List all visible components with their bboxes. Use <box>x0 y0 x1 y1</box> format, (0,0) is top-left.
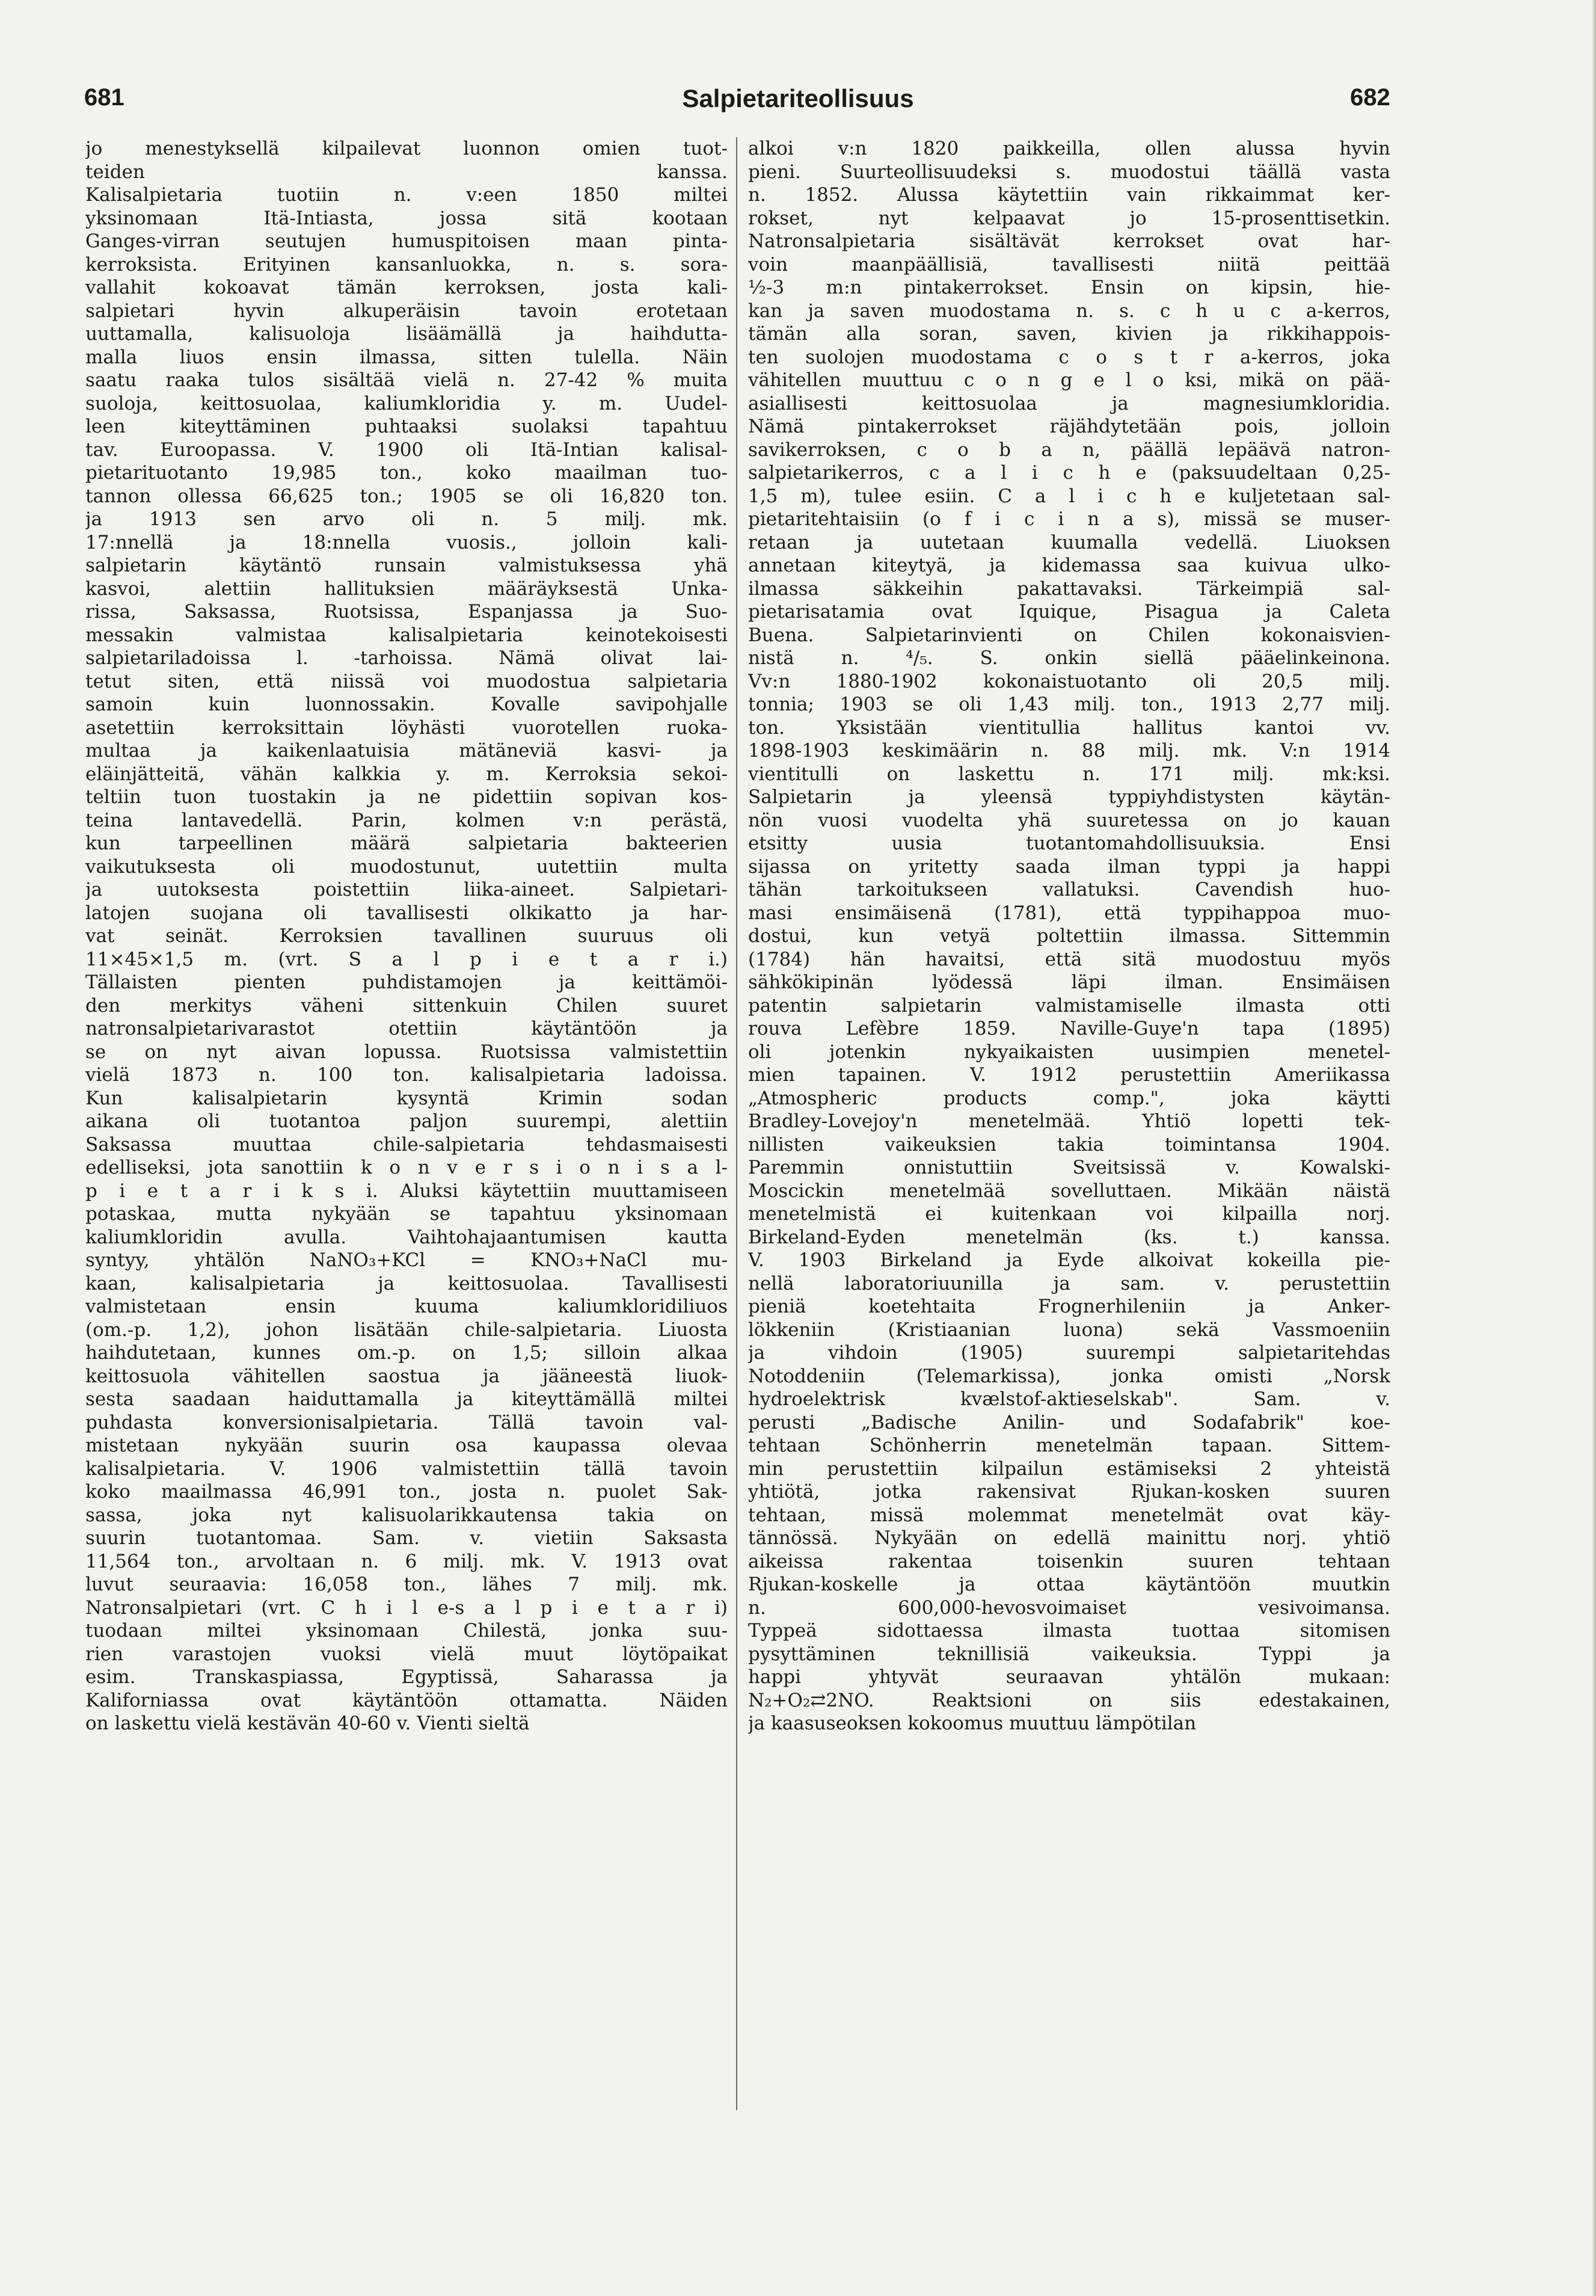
text-line: asetettiin kerroksittain löyhästi vuorotellen ruoka- <box>85 716 728 739</box>
text-line: sassa, joka nyt kalisuolarikkautensa takia on <box>85 1504 728 1526</box>
text-line: retaan ja uutetaan kuumalla vedellä. Liuoksen <box>748 531 1390 553</box>
text-line: ½-3 m:n pintakerrokset. Ensin on kipsin, hie- <box>748 277 1390 298</box>
text-line: malla liuos ensin ilmassa, sitten tulella. Näin <box>85 346 728 368</box>
text-line: savikerroksen, c o b a n, päällä lepäävä natron- <box>748 439 1390 461</box>
text-line: Kaliforniassa ovat käytäntöön ottamatta. Näiden <box>85 1689 728 1711</box>
text-line: suurin tuotantomaa. Sam. v. vietiin Saksasta <box>85 1527 728 1549</box>
text-line: latojen suojana oli tavallisesti olkikatto ja har- <box>85 902 728 924</box>
running-title: Salpietariteollisuus <box>682 84 914 112</box>
text-line: hydroelektrisk kvælstof-aktieselskab". Sam. v. <box>748 1388 1390 1410</box>
text-line: (1784) hän havaitsi, että sitä muodostuu myös <box>748 948 1390 970</box>
text-line: pysyttäminen teknillisiä vaikeuksia. Typpi ja <box>748 1643 1390 1665</box>
text-line: nön vuosi vuodelta yhä suuretessa on jo kauan <box>748 809 1390 831</box>
text-line: annetaan kiteytyä, ja kidemassa saa kuivua ulko- <box>748 555 1390 576</box>
text-line: kaan, kalisalpietaria ja keittosuolaa. Tavallisesti <box>85 1272 728 1294</box>
text-line: pietaritehtaisiin (o f i c i n a s), missä se muser- <box>748 508 1390 530</box>
text-line: rokset, nyt kelpaavat jo 15-prosenttisetkin. <box>748 207 1390 229</box>
text-line: kaliumkloridin avulla. Vaihtohajaantumisen kautta <box>85 1226 728 1248</box>
text-line: pietarisatamia ovat Iquique, Pisagua ja Caleta <box>748 601 1390 623</box>
text-line: Natronsalpietaria sisältävät kerrokset ovat har- <box>748 230 1390 252</box>
text-line: vähitellen muuttuu c o n g e l o ksi, mikä on pää- <box>748 369 1390 391</box>
text-line: suoloja, keittosuolaa, kaliumkloridia y. m. Uudel- <box>85 392 728 414</box>
text-line: Moscickin menetelmää sovelluttaen. Mikään näistä <box>748 1180 1390 1202</box>
text-line: yhtiötä, jotka rakensivat Rjukan-kosken suuren <box>748 1481 1390 1503</box>
text-line: min perustettiin kilpailun estämiseksi 2 yhteistä <box>748 1457 1390 1480</box>
text-line: salpietarikerros, c a l i c h e (paksuudeltaan 0,25- <box>748 462 1390 484</box>
text-line: Buena. Salpietarinvienti on Chilen kokonaisvien- <box>748 624 1390 646</box>
text-line: menetelmistä ei kuitenkaan voi kilpailla norj. <box>748 1203 1390 1225</box>
text-line: 11,564 ton., arvoltaan n. 6 milj. mk. V. 1913 ovat <box>85 1550 728 1572</box>
text-line: samoin kuin luonnossakin. Kovalle savipohjalle <box>85 694 728 715</box>
text-line: jo menestyksellä kilpailevat luonnon omien tuot- <box>85 138 728 159</box>
text-line: vat seinät. Kerroksien tavallinen suuruus oli <box>85 925 728 947</box>
text-line: rien varastojen vuoksi vielä muut löytöpaikat <box>85 1643 728 1665</box>
text-line: oli jotenkin nykyaikaisten uusimpien menetel- <box>748 1041 1390 1063</box>
text-line: leen kiteyttäminen puhtaaksi suolaksi tapahtuu <box>85 416 728 437</box>
text-line: edelliseksi, jota sanottiin k o n v e r s i o n i s a l- <box>85 1157 728 1178</box>
text-line: Tällaisten pienten puhdistamojen ja keittämöi- <box>85 971 728 993</box>
text-line: pietarituotanto 19,985 ton., koko maailman tuo- <box>85 462 728 484</box>
text-line: vielä 1873 n. 100 ton. kalisalpietaria ladoissa. <box>85 1064 728 1086</box>
text-line: keittosuola vähitellen saostua ja jääneestä liuok- <box>85 1365 728 1387</box>
text-line: tannon ollessa 66,625 ton.; 1905 se oli 16,820 ton. <box>85 485 728 507</box>
text-line: aikana oli tuotantoa paljon suurempi, alettiin <box>85 1110 728 1132</box>
text-line: kerroksista. Erityinen kansanluokka, n. s. sora- <box>85 253 728 275</box>
text-line: haihdutetaan, kunnes om.-p. on 1,5; silloin alkaa <box>85 1342 728 1364</box>
text-line: salpietari hyvin alkuperäisin tavoin erotetaan <box>85 300 728 322</box>
text-line: ton. Yksistään vientitullia hallitus kantoi vv. <box>748 716 1390 739</box>
text-line: ja uutoksesta poistettiin liika-aineet. Salpietari- <box>85 879 728 900</box>
text-line: ja 1913 sen arvo oli n. 5 milj. mk. <box>85 508 728 530</box>
text-line: luvut seuraavia: 16,058 ton., lähes 7 milj. mk. <box>85 1574 728 1595</box>
text-line: perusti „Badische Anilin- und Sodafabrik" koe- <box>748 1411 1390 1433</box>
text-line: lökkeniin (Kristiaanian luona) sekä Vassmoeniin <box>748 1319 1390 1341</box>
text-line: kalisalpietaria. V. 1906 valmistettiin tällä tavoin <box>85 1457 728 1480</box>
text-line: salpietariladoissa l. -tarhoissa. Nämä olivat lai- <box>85 647 728 669</box>
text-line: eläinjätteitä, vähän kalkkia y. m. Kerroksia sekoi- <box>85 763 728 785</box>
text-line: tehtaan, missä molemmat menetelmät ovat käy- <box>748 1504 1390 1526</box>
text-line: rissa, Saksassa, Ruotsissa, Espanjassa ja Suo- <box>85 601 728 623</box>
text-line: N₂+O₂⇄2NO. Reaktsioni on siis edestakainen, <box>748 1689 1390 1711</box>
text-line: alkoi v:n 1820 paikkeilla, ollen alussa hyvin <box>748 138 1390 159</box>
text-line: tetut siten, että niissä voi muodostua salpietaria <box>85 670 728 692</box>
text-line: ten suolojen muodostama c o s t r a-kerros, joka <box>748 346 1390 368</box>
text-line: on laskettu vielä kestävän 40-60 v. Vienti sieltä <box>85 1713 530 1734</box>
text-line: teina lantavedellä. Parin, kolmen v:n perästä, <box>85 809 728 831</box>
text-line: Bradley-Lovejoy'n menetelmää. Yhtiö lopetti tek- <box>748 1110 1390 1132</box>
text-line: valmistetaan ensin kuuma kaliumkloridiliuos <box>85 1296 728 1317</box>
text-line: potaskaa, mutta nykyään se tapahtuu yksinomaan <box>85 1203 728 1225</box>
text-line: asiallisesti keittosuolaa ja magnesiumkloridia. <box>748 392 1390 414</box>
text-line: Nämä pintakerrokset räjähdytetään pois, jolloin <box>748 416 1390 437</box>
text-column-right <box>748 137 1390 1735</box>
text-line: nistä n. ⁴/₅. S. onkin siellä pääelinkeinona. <box>748 647 1390 669</box>
text-line: n. 600,000-hevosvoimaiset vesivoimansa. <box>748 1596 1390 1619</box>
page-header <box>0 0 1596 120</box>
text-line: (om.-p. 1,2), johon lisätään chile-salpietaria. Liuosta <box>85 1319 728 1341</box>
text-line: vallahit kokoavat tämän kerroksen, josta kali- <box>85 277 728 298</box>
text-line: Typpeä sidottaessa ilmasta tuottaa sitomisen <box>748 1620 1390 1642</box>
text-line: tuodaan miltei yksinomaan Chilestä, jonka suu- <box>85 1620 728 1642</box>
text-line: Birkeland-Eyden menetelmän (ks. t.) kanssa. <box>748 1226 1390 1248</box>
text-line: kun tarpeellinen määrä salpietaria bakteerien <box>85 833 728 854</box>
text-line: natronsalpietarivarastot otettiin käytäntöön ja <box>85 1018 728 1039</box>
text-line: tähän tarkoitukseen vallatuksi. Cavendish huo- <box>748 879 1390 900</box>
text-line: sähkökipinän lyödessä läpi ilman. Ensimäisen <box>748 971 1390 993</box>
text-line: 1,5 m), tulee esiin. C a l i c h e kuljetetaan sal- <box>748 485 1390 507</box>
text-line: happi yhtyvät seuraavan yhtälön mukaan: <box>748 1666 1390 1688</box>
text-line: Notoddeniin (Telemarkissa), jonka omisti „Norsk <box>748 1365 1390 1387</box>
text-line: kasvoi, alettiin hallituksien määräyksestä Unka- <box>85 577 728 600</box>
text-line: teltiin tuon tuostakin ja ne pidettiin sopivan kos- <box>85 786 728 808</box>
text-line: nillisten vaikeuksien takia toimintansa 1904. <box>748 1133 1390 1156</box>
text-line: multaa ja kaikenlaatuisia mätäneviä kasvi- ja <box>85 740 728 762</box>
text-line: mistetaan nykyään suurin osa kaupassa olevaa <box>85 1435 728 1456</box>
text-line: „Atmospheric products comp.", joka käytti <box>748 1087 1390 1109</box>
text-line: Paremmin onnistuttiin Sveitsissä v. Kowalski- <box>748 1157 1390 1178</box>
text-line: salpietarin käytäntö runsain valmistuksessa yhä <box>85 555 728 576</box>
text-line: se on nyt aivan lopussa. Ruotsissa valmistettiin <box>85 1041 728 1063</box>
text-line: Kun kalisalpietarin kysyntä Krimin sodan <box>85 1087 728 1109</box>
text-line: 17:nnellä ja 18:nnella vuosis., jolloin kali- <box>85 531 728 553</box>
text-column-left <box>85 137 728 1735</box>
text-line: V. 1903 Birkeland ja Eyde alkoivat kokeilla pie- <box>748 1249 1390 1271</box>
text-line: sijassa on yritetty saada ilman typpi ja happi <box>748 855 1390 878</box>
text-line: dostui, kun vetyä poltettiin ilmassa. Sittemmin <box>748 925 1390 947</box>
text-line: masi ensimäisenä (1781), että typpihappoa muo- <box>748 902 1390 924</box>
text-line: den merkitys väheni sittenkuin Chilen suuret <box>85 994 728 1017</box>
text-line: Rjukan-koskelle ja ottaa käytäntöön muutkin <box>748 1574 1390 1595</box>
text-line: tonnia; 1903 se oli 1,43 milj. ton., 1913 2,77 milj. <box>748 694 1390 715</box>
text-line: vaikutuksesta oli muodostunut, uutettiin multa <box>85 855 728 878</box>
scan-edge <box>1592 0 1596 2296</box>
text-line: 11×45×1,5 m. (vrt. S a l p i e t a r i.) <box>85 948 728 970</box>
column-divider <box>736 137 737 2110</box>
text-line: sesta saadaan haiduttamalla ja kiteyttämällä miltei <box>85 1388 728 1410</box>
text-line: tehtaan Schönherrin menetelmän tapaan. Sittem- <box>748 1435 1390 1456</box>
text-line: p i e t a r i k s i. Aluksi käytettiin muuttamiseen <box>85 1180 728 1202</box>
text-line: etsitty uusia tuotantomahdollisuuksia. Ensi <box>748 833 1390 854</box>
text-line: kan ja saven muodostama n. s. c h u c a-kerros, <box>748 300 1390 322</box>
text-line: nellä laboratoriuunilla ja sam. v. perustettiin <box>748 1272 1390 1294</box>
text-line: Natronsalpietari (vrt. C h i l e-s a l p i e t a r i) <box>85 1596 728 1619</box>
text-line: yksinomaan Itä-Intiasta, jossa sitä kootaan <box>85 207 728 229</box>
text-line: mien tapainen. V. 1912 perustettiin Ameriikassa <box>748 1064 1390 1086</box>
text-line: tämän alla soran, saven, kivien ja rikkihappois- <box>748 323 1390 345</box>
text-line: Kalisalpietaria tuotiin n. v:een 1850 miltei <box>85 184 728 206</box>
text-line: voin maanpäällisiä, tavallisesti niitä peittää <box>748 253 1390 275</box>
text-line: Salpietarin ja yleensä typpiyhdistysten käytän- <box>748 786 1390 808</box>
text-line: 1898-1903 keskimäärin n. 88 milj. mk. V:n 1914 <box>748 740 1390 762</box>
text-line: saatu raaka tulos sisältää vielä n. 27-42 % muita <box>85 369 728 391</box>
page-number-left: 681 <box>84 84 124 111</box>
text-line: esim. Transkaspiassa, Egyptissä, Saharassa ja <box>85 1666 728 1688</box>
text-line: koko maailmassa 46,991 ton., josta n. puolet Sak- <box>85 1481 728 1503</box>
text-line: tav. Euroopassa. V. 1900 oli Itä-Intian kalisal- <box>85 439 728 461</box>
text-line: messakin valmistaa kalisalpietaria keinotekoisesti <box>85 624 728 646</box>
text-line: ilmassa säkkeihin pakattavaksi. Tärkeimpiä sal- <box>748 577 1390 600</box>
text-line: ja kaasuseoksen kokoomus muuttuu lämpötilan <box>748 1713 1197 1734</box>
text-line: Saksassa muuttaa chile-salpietaria tehdasmaisesti <box>85 1133 728 1156</box>
text-line: puhdasta konversionisalpietaria. Tällä tavoin val- <box>85 1411 728 1433</box>
text-line: n. 1852. Alussa käytettiin vain rikkaimmat ker- <box>748 184 1390 206</box>
text-line: pieni. Suurteollisuudeksi s. muodostui täällä vasta <box>748 161 1390 183</box>
text-line: patentin salpietarin valmistamiselle ilmasta otti <box>748 994 1390 1017</box>
text-line: rouva Lefèbre 1859. Naville-Guye'n tapa (1895) <box>748 1018 1390 1039</box>
text-line: uuttamalla, kalisuoloja lisäämällä ja haihdutta- <box>85 323 728 345</box>
text-line: vientitulli on laskettu n. 171 milj. mk:ksi. <box>748 763 1390 785</box>
page-number-right: 682 <box>1350 84 1390 111</box>
text-line: pieniä koetehtaita Frognerhileniin ja Anker- <box>748 1296 1390 1317</box>
text-line: teiden kanssa. <box>85 161 728 183</box>
text-line: tännössä. Nykyään on edellä mainittu norj. yhtiö <box>748 1527 1390 1549</box>
text-line: Ganges-virran seutujen humuspitoisen maan pinta- <box>85 230 728 252</box>
text-line: ja vihdoin (1905) suurempi salpietaritehdas <box>748 1342 1390 1364</box>
text-line: Vv:n 1880-1902 kokonaistuotanto oli 20,5 milj. <box>748 670 1390 692</box>
text-line: aikeissa rakentaa toisenkin suuren tehtaan <box>748 1550 1390 1572</box>
text-line: syntyy, yhtälön NaNO₃+KCl = KNO₃+NaCl mu- <box>85 1249 728 1271</box>
